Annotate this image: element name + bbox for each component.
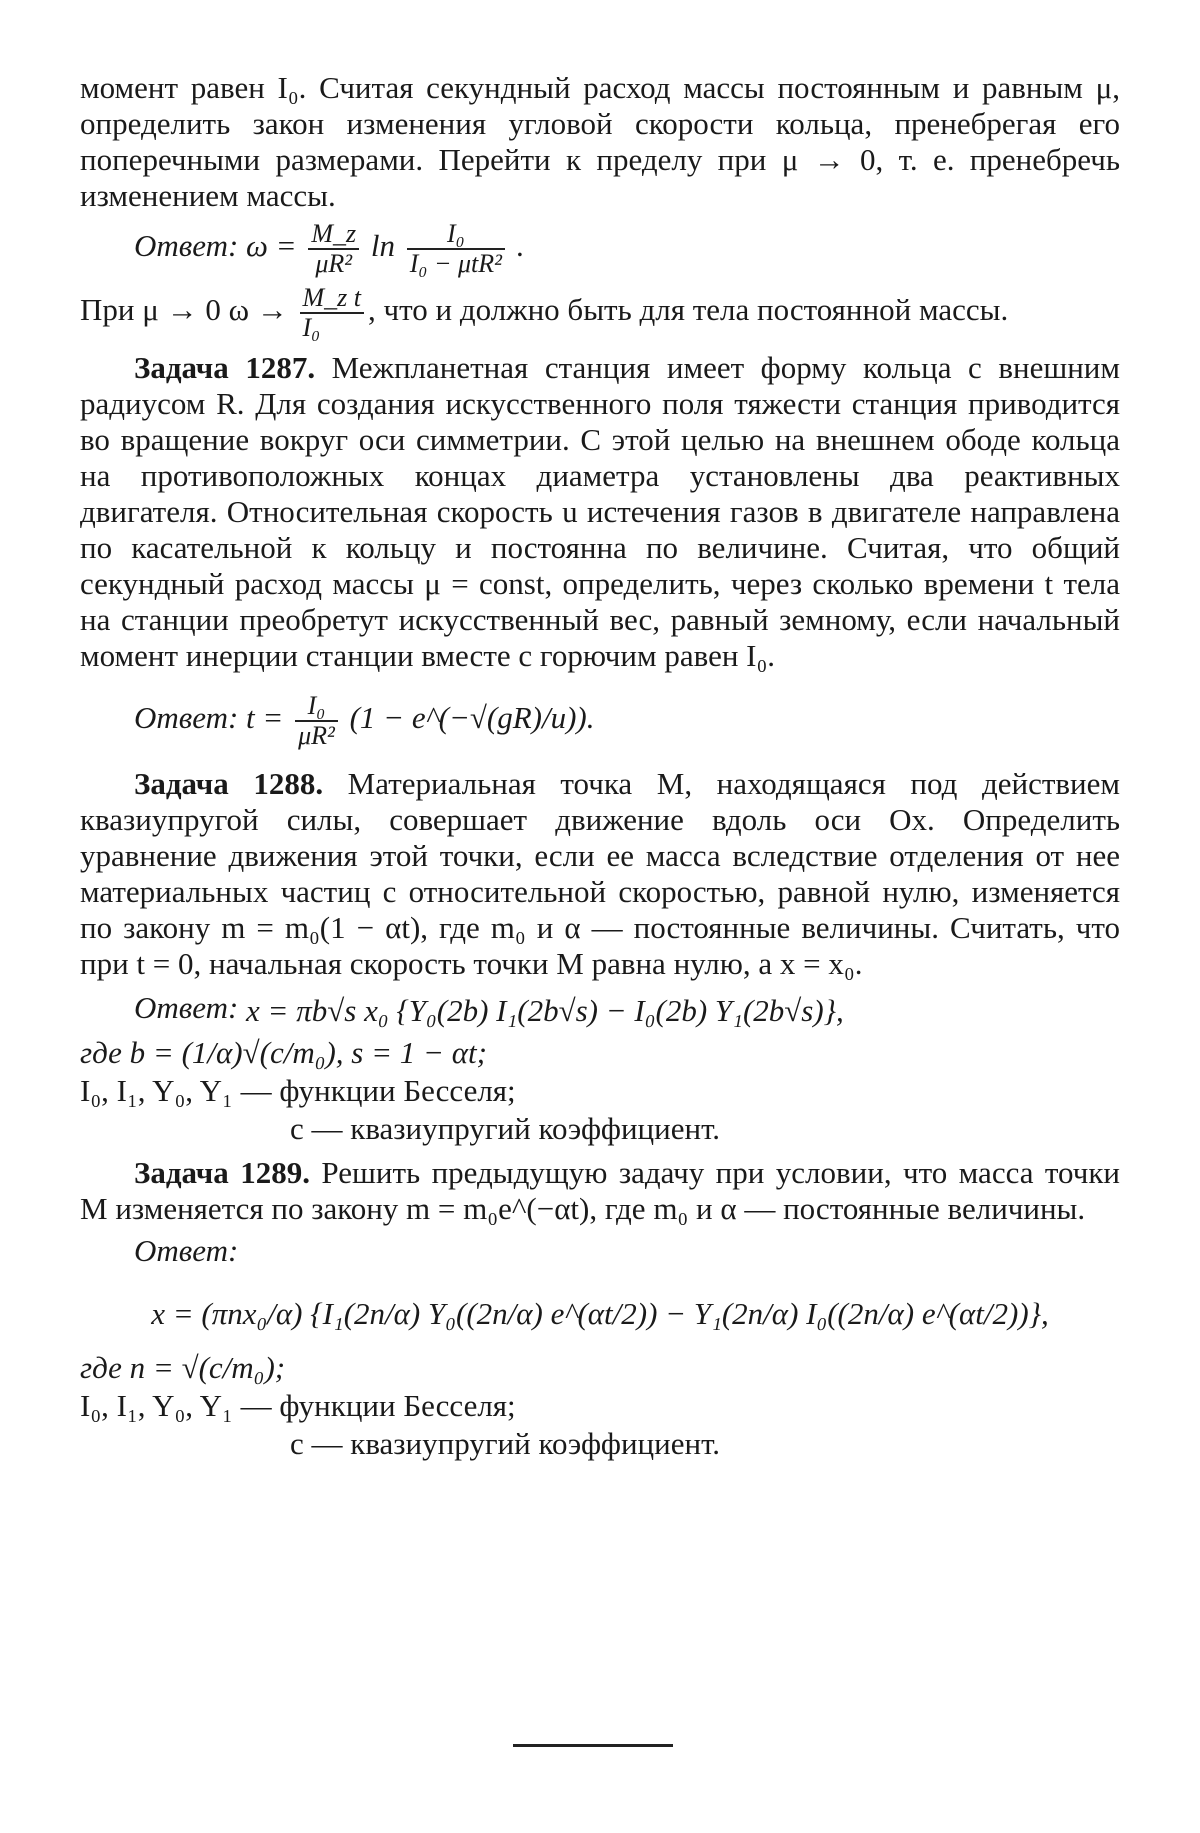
answer-1288-where: где b = (1/α)√(c/m₀), s = 1 − αt;: [80, 1034, 487, 1070]
answer-1287: [134, 692, 1120, 750]
problem-1288: [80, 766, 1120, 982]
answer-1286-formula: [246, 220, 524, 278]
fraction-1: [308, 220, 359, 278]
answer-1287-fraction-num: I₀: [295, 692, 338, 722]
fraction-2: [407, 220, 505, 278]
formula-lhs: t =: [246, 700, 292, 736]
answer-1288-coef: c — квазиупругий коэффициент.: [290, 1110, 721, 1146]
limit-fraction-num: M_z t: [300, 284, 365, 314]
fraction-1-num: M_z: [308, 220, 359, 250]
problem-1287: [80, 350, 1120, 674]
problem-1287-text: Межпланетная станция имеет форму кольца с внешним радиусом R. Для создания искусственного поля тяжести станция приводится во вращение вокруг оси симметрии. С этой целью на внешнем ободе кольца на противоположных концах диаметра установлены два реактивных двигателя. Относительная скорость u истечения газов в двигателе направлена по касательной к кольцу и постоянна по величине. Считая, что общий секундный расход массы μ = const, определить, через сколько времени t тела на станции преобретут искусственный вес, равный земному, если начальный момент инерции станции вместе с горючим равен I₀.: [80, 350, 1120, 673]
problem-1288-heading: Задача 1288.: [134, 766, 324, 801]
answer-1287-fraction-den: μR²: [298, 721, 335, 750]
problem-1289: [80, 1155, 1120, 1227]
answer-1289-formula-block: [80, 1293, 1120, 1332]
answer-label: Ответ:: [134, 700, 239, 736]
answer-1289-where: где n = √(c/m₀);: [80, 1349, 286, 1385]
formula-end: .: [516, 228, 525, 264]
fraction-2-den: I₀ − μtR²: [409, 249, 502, 278]
answer-1287-fraction: [295, 692, 338, 750]
limit-1286: [80, 284, 1120, 342]
answer-1288-bessel: I₀, I₁, Y₀, Y₁ — функции Бесселя;: [80, 1072, 516, 1108]
limit-fraction: [300, 284, 365, 342]
end-divider: [513, 1744, 673, 1747]
problem-1287-heading: Задача 1287.: [134, 350, 316, 385]
formula-lhs: ω =: [246, 228, 305, 264]
answer-label: Ответ:: [134, 228, 239, 264]
answer-label: Ответ:: [134, 990, 239, 1025]
answer-1289-formula: x = (πnx₀/α) {I₁(2n/α) Y₀((2n/α) e^(αt/2)) − Y₁(2n/α) I₀((2n/α) e^(αt/2))},: [151, 1295, 1049, 1331]
answer-1289-bessel: I₀, I₁, Y₀, Y₁ — функции Бесселя;: [80, 1387, 516, 1423]
limit-fraction-den: I₀: [302, 313, 321, 342]
problem-1289-heading: Задача 1289.: [134, 1154, 310, 1190]
answer-1287-formula: [246, 692, 594, 750]
page-body: [80, 70, 1120, 1464]
limit-pre: При μ → 0 ω →: [80, 292, 296, 328]
intro-paragraph: момент равен I₀. Считая секундный расход массы постоянным и равным μ, определить закон изменения угловой скорости кольца, пренебрегая его поперечными размерами. Перейти к пределу при μ → 0, т. е. пренебречь изменением массы.: [80, 70, 1120, 213]
answer-1286: [134, 220, 1120, 278]
fraction-2-num: I₀: [407, 220, 505, 250]
problem-1288-text: Материальная точка M, находящаяся под действием квазиупругой силы, совершает движение вдоль оси Ox. Определить уравнение движения этой точки, если ее масса вследствие отделения от нее материальных частиц с относительной скоростью, равной нулю, изменяется по закону m = m₀(1 − αt), где m₀ и α — постоянные величины. Считать, что при t = 0, начальная скорость точки M равна нулю, а x = x₀.: [80, 766, 1120, 981]
answer-1289-coef: c — квазиупругий коэффициент.: [290, 1425, 721, 1461]
fraction-1-den: μR²: [315, 249, 353, 278]
answer-1288-formula: x = πb√s x₀ {Y₀(2b) I₁(2b√s) − I₀(2b) Y₁(2b√s)},: [246, 992, 844, 1028]
answer-1288: [134, 990, 1120, 1029]
answer-1289: [134, 1233, 1120, 1269]
problem-1289-text: Решить предыдущую задачу при условии, что масса точки M изменяется по закону m = m₀e^(−αt), где m₀ и α — постоянные величины.: [80, 1154, 1120, 1226]
formula-ln: ln: [370, 228, 403, 264]
limit-post: , что и должно быть для тела постоянной массы.: [368, 292, 1009, 328]
answer-label: Ответ:: [134, 1232, 239, 1268]
answer-1287-rest: (1 − e^(−√(gR)/u)).: [349, 700, 595, 736]
